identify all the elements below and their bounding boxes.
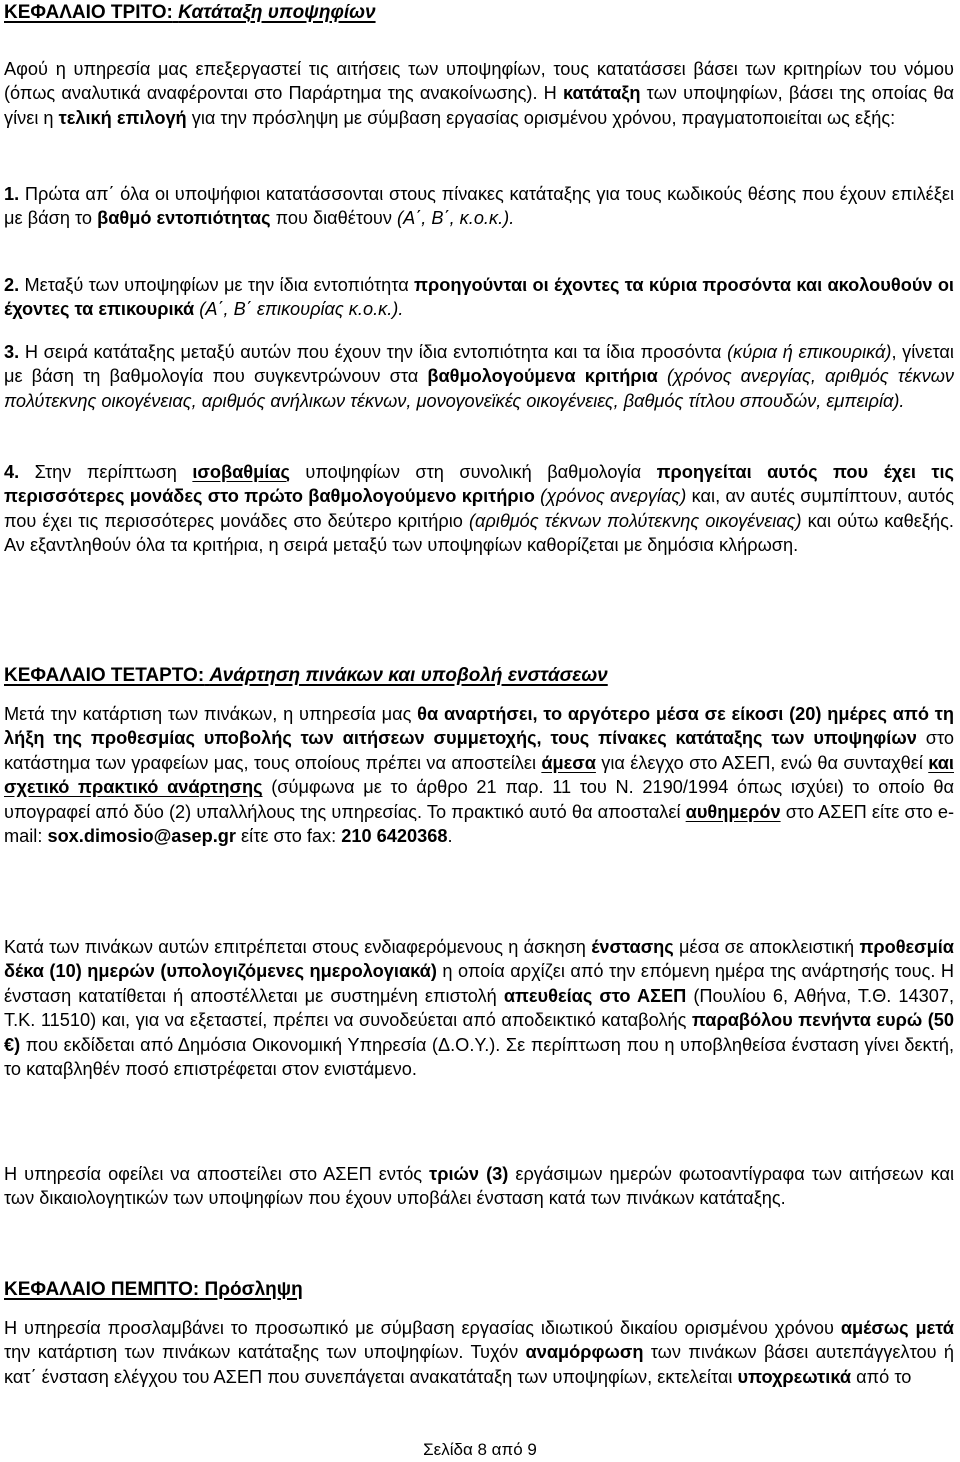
text: στο ΑΣΕΠ είτε στο e-mail:	[4, 801, 955, 847]
text: Η υπηρεσία οφείλει να αποστείλει στο ΑΣΕΠ εντός	[4, 1164, 430, 1184]
text: την κατάρτιση των πινάκων κατάταξης των υποψηφίων. Τυχόν	[4, 1342, 526, 1363]
chapter4-heading-prefix: ΚΕΦΑΛΑΙΟ ΤΕΤΑΡΤΟ:	[4, 665, 205, 686]
bold-text: αναμόρφωση	[525, 1342, 644, 1363]
text: που διαθέτουν	[270, 208, 398, 229]
bold-underlined-text: αυθημερόν	[685, 801, 781, 822]
text: και, αν αυτές συμπίπτουν, αυτός που έχει τις περισσότερες μονάδες στο δεύτερο κριτήριο	[4, 486, 954, 531]
hiring-paragraph	[4, 1316, 954, 1389]
text: των πινάκων βάσει αυτεπάγγελτου ή κατ΄ ένσταση ελέγχου του ΑΣΕΠ που συνεπάγεται ανακατάταξη των υποψηφίων, εκτελείται	[4, 1342, 954, 1387]
bold-underlined-text: ισοβαθμίας	[192, 462, 290, 482]
chapter3-heading	[4, 1, 376, 25]
bold-text: υποχρεωτικά	[737, 1366, 852, 1387]
text: Πρώτα απ΄ όλα οι υποψήφιοι κατατάσσονται στους πίνακες κατάταξης για τους κωδικούς θέσης που έχουν επιλέξει με βάση το	[4, 184, 954, 229]
text: Η σειρά κατάταξης μεταξύ αυτών που έχουν την ίδια εντοπιότητα και τα ίδια προσόντα	[19, 342, 728, 362]
rule-number: 1.	[4, 184, 20, 204]
text: εργάσιμων ημερών φωτοαντίγραφα των αιτήσεων και των δικαιολογητικών των υποψηφίων που έχουν υποβάλει ένσταση κατά των πινάκων κατάταξης.	[4, 1164, 954, 1209]
chapter4-heading	[4, 664, 608, 688]
ranking-rule-3	[4, 340, 954, 413]
posting-paragraph	[4, 702, 954, 848]
text: , γίνεται με βάση τη βαθμολογία που συγκεντρώνουν στα	[4, 342, 954, 387]
rule-number: 3.	[4, 342, 20, 362]
chapter4-heading-title: Ανάρτηση πινάκων και υποβολή ενστάσεων	[209, 665, 608, 686]
italic-text: (χρόνος ανεργίας, αριθμός τέκνων πολύτεκνης οικογένειας, αριθμός ανήλικων τέκνων, μονογονεϊκές οικογένειες, βαθμός τίτλου σπουδών, εμπειρία).	[4, 366, 954, 411]
text: Αφού η υπηρεσία μας επεξεργαστεί τις αιτήσεις των υποψηφίων, τους κατατάσσει βάσει των κριτηρίων του νόμου (όπως αναλυτικά αναφέρονται στο Παράρτημα της ανακοίνωσης). Η	[4, 59, 954, 104]
text: των υποψηφίων, βάσει της οποίας θα γίνει η	[4, 83, 955, 128]
bold-text: προηγούνται οι έχοντες τα κύρια προσόντα και ακολουθούν οι έχοντες τα επικουρικά	[4, 275, 954, 320]
text: (σύμφωνα με το άρθρο 21 παρ. 11 του Ν. 2190/1994 όπως ισχύει) το οποίο θα υπογραφεί από δύο (2) υπαλλήλους της υπηρεσίας. Το πρακτικό αυτό θα αποσταλεί	[4, 777, 954, 822]
bold-text: προηγείται αυτός που έχει τις περισσότερες μονάδες στο πρώτο βαθμολογούμενο κριτήριο	[4, 462, 955, 507]
text: Μεταξύ των υποψηφίων με την ίδια εντοπιότητα	[19, 275, 415, 295]
italic-text: (Α΄, Β΄ επικουρίας κ.ο.κ.).	[199, 299, 404, 320]
chapter5-heading-prefix: ΚΕΦΑΛΑΙΟ ΠΕΜΠΤΟ:	[4, 1279, 200, 1300]
bold-text: τριών (3)	[429, 1164, 509, 1184]
chapter3-heading-title: Κατάταξη υποψηφίων	[178, 2, 376, 23]
ranking-rule-4	[4, 460, 954, 558]
text: Η υπηρεσία προσλαμβάνει το προσωπικό με σύμβαση εργασίας ιδιωτικού δικαίου ορισμένου χρόνου	[4, 1318, 841, 1338]
chapter5-heading	[4, 1278, 303, 1302]
bold-text: παραβόλου πενήντα ευρώ (50 €)	[4, 1010, 955, 1055]
text: Κατά των πινάκων αυτών επιτρέπεται στους ενδιαφερόμενους η άσκηση	[4, 937, 592, 957]
text: .	[447, 826, 453, 847]
ranking-rule-2	[4, 273, 954, 322]
email-address: sox.dimosio@asep.gr	[47, 826, 236, 847]
chapter5-heading-title: Πρόσληψη	[204, 1279, 303, 1300]
text: στο κατάστημα των γραφείων μας, τους οποίους πρέπει να αποστείλει	[4, 728, 954, 773]
italic-text: (κύρια ή επικουρικά)	[727, 342, 892, 362]
text: είτε στο fax:	[236, 826, 342, 847]
bold-text: απευθείας στο ΑΣΕΠ	[503, 985, 687, 1006]
underlined-text: και σχετικό πρακτικό ανάρτησης	[4, 752, 954, 798]
copies-paragraph	[4, 1162, 954, 1211]
text: και ούτω καθεξής. Αν εξαντληθούν όλα τα κριτήρια, η σειρά μεταξύ των υποψηφίων καθορίζεται με δημόσια κλήρωση.	[4, 510, 954, 556]
text: υποψηφίων στη συνολική βαθμολογία	[289, 462, 657, 482]
text: η οποία αρχίζει από την επόμενη ημέρα της ανάρτησής τους. Η ένσταση κατατίθεται ή αποστέλλεται με συστημένη επιστολή	[4, 961, 954, 1006]
objection-paragraph	[4, 935, 954, 1081]
bold-text: θα αναρτήσει, το αργότερο μέσα σε είκοσι (20) ημέρες από τη λήξη της προθεσμίας υποβολής των αιτήσεων συμμετοχής, τους πίνακες κατάταξης των υποψηφίων	[4, 704, 955, 749]
bold-text: αμέσως μετά	[840, 1318, 954, 1338]
text: από το	[851, 1366, 912, 1387]
bold-text: βαθμολογούμενα κριτήρια	[427, 366, 658, 387]
text	[658, 366, 667, 386]
text: για την πρόσληψη με σύμβαση εργασίας ορισμένου χρόνου, πραγματοποιείται ως εξής:	[186, 107, 896, 128]
chapter3-intro-paragraph	[4, 57, 954, 130]
text: (Πουλίου 6, Αθήνα, Τ.Θ. 14307, Τ.Κ. 11510) και, για να εξεταστεί, πρέπει να συνοδεύεται από αποδεικτικό καταβολής	[4, 985, 954, 1031]
fax-number: 210 6420368	[341, 826, 448, 847]
rule-number: 2.	[4, 275, 20, 295]
bold-text: βαθμό εντοπιότητας	[97, 208, 271, 229]
page-number-footer: Σελίδα 8 από 9	[423, 1440, 537, 1459]
rule-number: 4.	[4, 462, 20, 482]
italic-text: (Α΄, Β΄, κ.ο.κ.).	[397, 208, 515, 229]
bold-text: τελική επιλογή	[58, 107, 187, 128]
italic-text: (αριθμός τέκνων πολύτεκνης οικογένειας)	[468, 510, 802, 531]
bold-underlined-text: άμεσα	[541, 752, 596, 773]
text: για έλεγχο στο ΑΣΕΠ, ενώ θα συνταχθεί	[595, 752, 929, 773]
bold-text: ένστασης	[591, 937, 674, 957]
italic-text: (χρόνος ανεργίας)	[540, 486, 687, 507]
ranking-rule-1	[4, 182, 954, 231]
text: Στην περίπτωση	[19, 462, 193, 482]
bold-text: προθεσμία δέκα (10) ημερών (υπολογιζόμενες ημερολογιακά)	[4, 937, 954, 982]
text: Μετά την κατάρτιση των πινάκων, η υπηρεσία μας	[4, 704, 418, 724]
text: που εκδίδεται από Δημόσια Οικονομική Υπηρεσία (Δ.Ο.Υ.). Σε περίπτωση που η υποβληθείσα ένσταση γίνει δεκτή, το καταβληθέν ποσό επιστρέφεται στον ενιστάμενο.	[4, 1034, 954, 1080]
bold-text: κατάταξη	[562, 83, 641, 104]
chapter3-heading-prefix: ΚΕΦΑΛΑΙΟ ΤΡΙΤΟ:	[4, 2, 173, 23]
text: μέσα σε αποκλειστική	[673, 937, 860, 957]
